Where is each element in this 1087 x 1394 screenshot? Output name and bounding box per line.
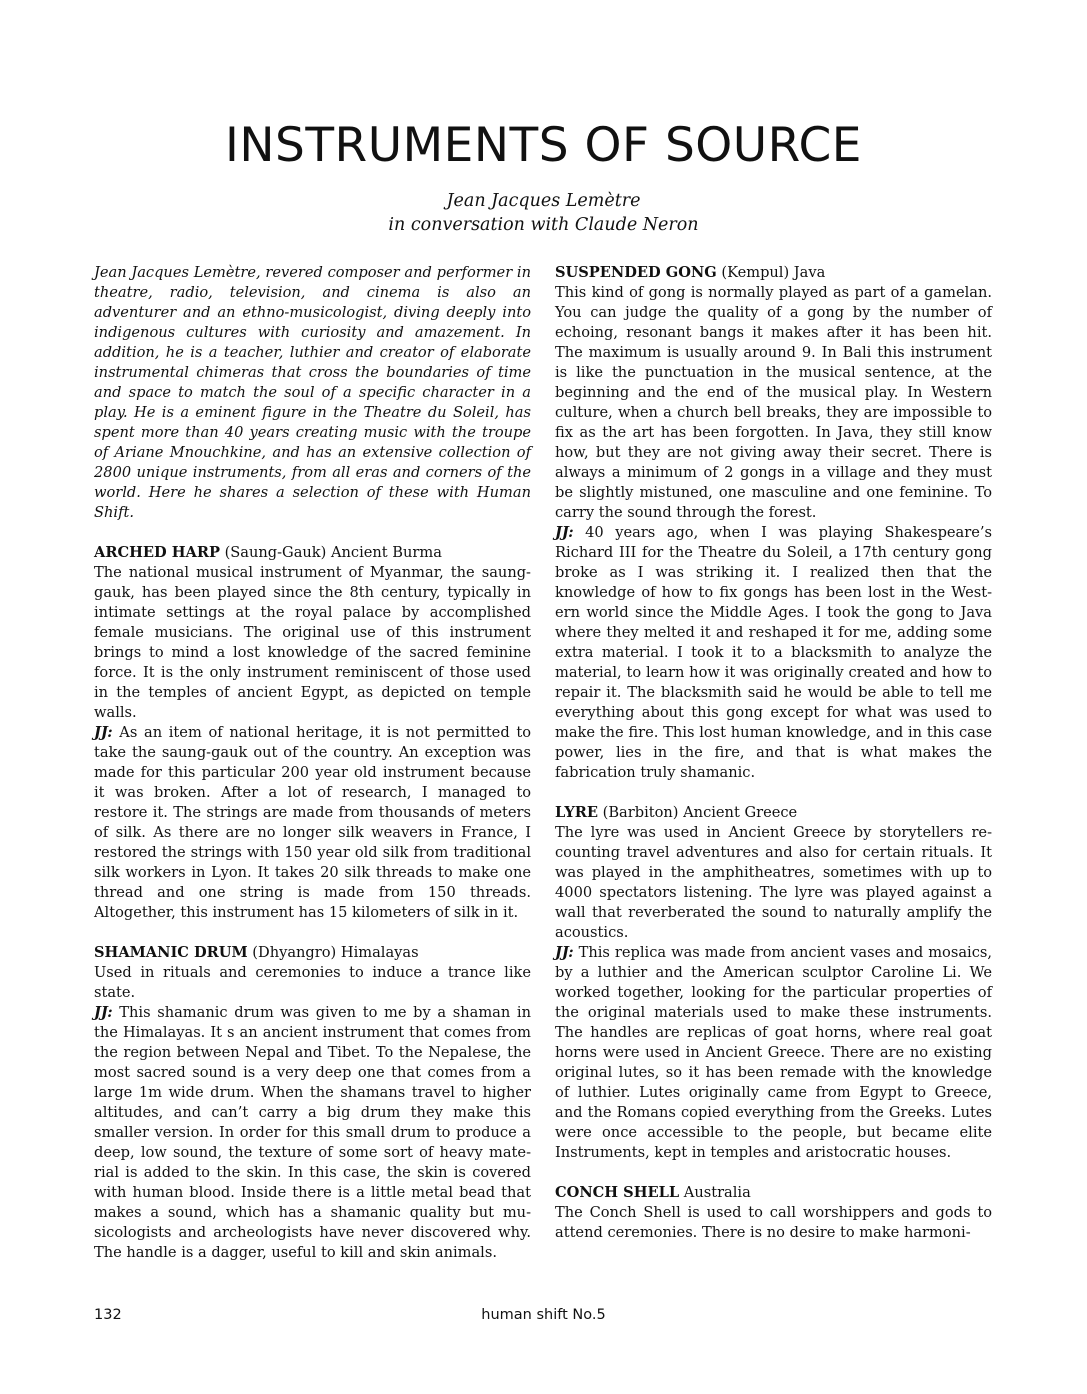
suspended-gong-name: SUSPENDED GONG bbox=[555, 264, 717, 281]
suspended-gong-heading bbox=[555, 263, 992, 283]
lyre-quote-text: This replica was made from ancient vases and mosaics, by a luthier and the American sculptor Caroline Li. We worked together, looking for the particular properties of the original materials used to make these instruments. The handles are replicas of goat horns, where real goat horns were used in Ancient Greece. There are no existing original lutes, so it has been remade with the knowledge of luthier. Lutes originally came from Egypt to Greece, and the Romans copied everything from the Greeks. Lutes were once accessible to the people, but became elite Instruments, kept in temples and aristocratic houses. bbox=[555, 944, 992, 1161]
arched-harp-origin: (Saung-Gauk) Ancient Burma bbox=[219, 544, 442, 561]
conch-shell-origin: Australia bbox=[679, 1184, 751, 1201]
suspended-gong-section bbox=[555, 263, 992, 783]
author-byline: Jean Jacques Lemètre bbox=[446, 191, 641, 211]
arched-harp-heading bbox=[94, 543, 531, 563]
arched-harp-description: The national musical instrument of Myanmar, the saung-gauk, has been played since the 8th century, typically in intimate settings at the royal palace by accomplished female musicians. The original use of this instrument brings to mind a lost knowledge of the sacred feminine force. It is the only instrument reminiscent of those used in the temples of ancient Egypt, as depicted on temple walls. bbox=[94, 564, 531, 721]
right-column bbox=[555, 263, 992, 1243]
lyre-section bbox=[555, 803, 992, 1163]
jj-label: JJ: bbox=[555, 524, 574, 541]
conch-shell-name: CONCH SHELL bbox=[555, 1184, 680, 1201]
suspended-gong-quote-text: 40 years ago, when I was playing Shakespeare’s Richard III for the Theatre du Soleil, a 17th century gong broke as I was striking it. I realized then that the knowledge of how to fix gongs has been lost in the Western world since the Middle Ages. I took the gong to Java where they melted it and reshaped it for me, adding some extra material. I took it to a blacksmith to analyze the material, to learn how it was originally created and how to repair it. The blacksmith said he would be able to tell me everything about this gong except for what was used to make the fire. This lost human knowledge, and in this case power, lies in the fire, and that is what makes the fabrication truly shamanic. bbox=[555, 524, 992, 781]
lyre-origin: (Barbiton) Ancient Greece bbox=[598, 804, 798, 821]
arched-harp-name: ARCHED HARP bbox=[94, 544, 220, 561]
shamanic-drum-quote bbox=[94, 1003, 531, 1263]
conch-shell-section bbox=[555, 1183, 992, 1243]
shamanic-drum-origin: (Dhyangro) Himalayas bbox=[247, 944, 419, 961]
lyre-heading bbox=[555, 803, 992, 823]
shamanic-drum-name: SHAMANIC DRUM bbox=[94, 944, 248, 961]
left-column bbox=[94, 263, 531, 1263]
magazine-issue: human shift No.5 bbox=[481, 1307, 606, 1323]
arched-harp-quote-text: As an item of national heritage, it is not permitted to take the saung-gauk out of the country. An exception was made for this particular 200 year old instrument because it was broken. After a lot of research, I managed to restore it. The strings are made from thousands of meters of silk. As there are no longer silk weavers in France, I restored the strings with 150 year old silk from traditional silk workers in Lyon. It takes 20 silk threads to make one thread and one string is made from 150 threads. Altogether, this instrument has 15 kilometers of silk in it. bbox=[94, 724, 531, 921]
conch-shell-heading bbox=[555, 1183, 992, 1203]
arched-harp-section bbox=[94, 543, 531, 923]
shamanic-drum-quote-text: This shamanic drum was given to me by a shaman in the Himalayas. It s an ancient instrument that comes from the region between Nepal and Tibet. To the Nepalese, the most sacred sound is a very deep one that comes from a large 1m wide drum. When the shamans travel to higher altitudes, and can’t carry a big drum they make this smaller version. In order for this small drum to produce a deep, low sound, the texture of some sort of heavy material is added to the skin. In this case, the skin is covered with human blood. Inside there is a little metal bead that makes a sound, which has a shamanic quality but musicologists and archeologists have never discovered why. The handle is a dagger, useful to kill and skin animals. bbox=[94, 1004, 531, 1261]
conversation-byline: in conversation with Claude Neron bbox=[388, 215, 699, 235]
shamanic-drum-description: Used in rituals and ceremonies to induce a trance like state. bbox=[94, 964, 531, 1001]
shamanic-drum-section bbox=[94, 943, 531, 1263]
shamanic-drum-heading bbox=[94, 943, 531, 963]
suspended-gong-quote bbox=[555, 523, 992, 783]
conch-shell-description: The Conch Shell is used to call worshippers and gods to attend ceremonies. There is no desire to make harmoni- bbox=[555, 1204, 992, 1241]
lyre-name: LYRE bbox=[555, 804, 598, 821]
lyre-quote bbox=[555, 943, 992, 1163]
jj-label: JJ: bbox=[94, 724, 113, 741]
article-title: INSTRUMENTS OF SOURCE bbox=[224, 118, 863, 173]
suspended-gong-description: This kind of gong is normally played as part of a gamelan. You can judge the quality of a gong by the number of echoing, resonant bangs it makes after it has been hit. The maximum is usually around 9. In Bali this instrument is like the punctuation in the musical sentence, at the beginning and the end of the musical play. In Western culture, when a church bell breaks, they are impossible to fix as the art has been forgotten. In Java, they still know how, but they are not giving away their secret. There is always a minimum of 2 gongs in a village and they must be slightly mistuned, one masculine and one feminine. To carry the sound through the forest. bbox=[555, 284, 992, 521]
intro-paragraph: Jean Jacques Lemètre, revered composer and performer in theatre, radio, television, and cinema is also an adventurer and an ethno-musicologist, diving deeply into indigenous cultures with curiosity and amazement. In addition, he is a teacher, luthier and creator of elaborate instrumental chimeras that cross the boundaries of time and space to match the soul of a specific character in a play. He is a eminent figure in the Theatre du Soleil, has spent more than 40 years creating music with the troupe of Ariane Mnouchkine, and has an extensive collection of 2800 unique instruments, from all eras and corners of the world. Here he shares a selection of these with Human Shift. bbox=[94, 264, 531, 521]
page-number: 132 bbox=[94, 1307, 122, 1323]
arched-harp-quote bbox=[94, 723, 531, 923]
lyre-description: The lyre was used in Ancient Greece by storytellers recounting travel adventures and also for certain rituals. It was played in the amphitheatres, sometimes with up to 4000 spectators listening. The lyre was played against a wall that reverberated the sound to naturally amplify the acoustics. bbox=[555, 824, 992, 941]
suspended-gong-origin: (Kempul) Java bbox=[716, 264, 826, 281]
jj-label: JJ: bbox=[94, 1004, 113, 1021]
jj-label: JJ: bbox=[555, 944, 574, 961]
